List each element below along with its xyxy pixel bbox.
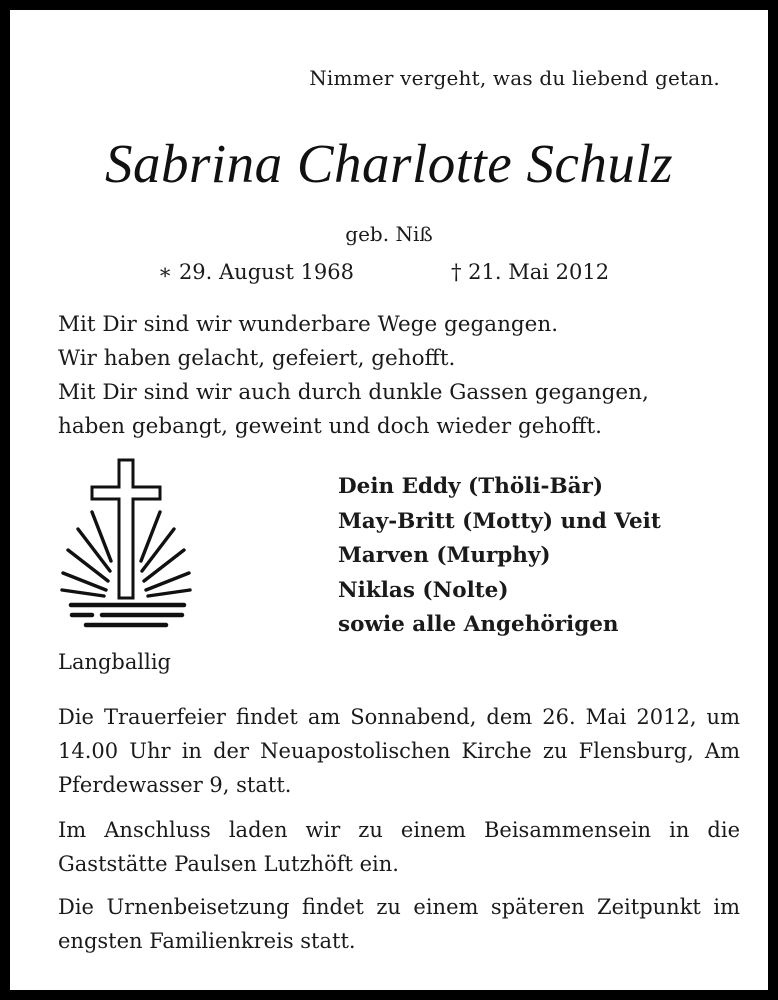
death-date: † 21. Mai 2012 [451, 260, 610, 284]
motto-line: Nimmer vergeht, was du liebend getan. [309, 66, 720, 90]
funeral-info-paragraph: Die Trauerfeier findet am Sonnabend, dem 26. Mai 2012, um 14.00 Uhr in der Neuapostolischen Kirche zu Flensburg, Am Pferdewasser 9, statt. [58, 705, 740, 797]
family-member: May-Britt (Motty) und Veit [338, 508, 661, 534]
birth-date: ∗ 29. August 1968 [158, 260, 355, 284]
cross-with-sunrays-and-waves-icon [56, 455, 196, 630]
family-list [338, 470, 661, 643]
burial-info-paragraph: Die Urnenbeisetzung findet zu einem späteren Zeitpunkt im engsten Familienkreis statt. [58, 895, 740, 953]
poem-line: Mit Dir sind wir wunderbare Wege gegangen. [58, 312, 559, 337]
family-member: Marven (Murphy) [338, 543, 551, 568]
place-name: Langballig [58, 650, 171, 674]
poem-line: haben gebangt, geweint und doch wieder gehofft. [58, 414, 602, 439]
maiden-name: geb. Niß [345, 222, 433, 246]
poem [58, 308, 748, 444]
poem-line: Wir haben gelacht, gefeiert, gehofft. [58, 346, 456, 371]
family-member: sowie alle Angehörigen [338, 612, 619, 637]
poem-line: Mit Dir sind wir auch durch dunkle Gassen gegangen, [58, 380, 649, 405]
deceased-name: Sabrina Charlotte Schulz [104, 133, 674, 194]
life-dates [10, 260, 768, 290]
gathering-info-paragraph: Im Anschluss laden wir zu einem Beisammensein in die Gaststätte Paulsen Lutzhöft ein. [58, 818, 740, 876]
family-member: Dein Eddy (Thöli-Bär) [338, 474, 604, 499]
family-member: Niklas (Nolte) [338, 577, 509, 603]
